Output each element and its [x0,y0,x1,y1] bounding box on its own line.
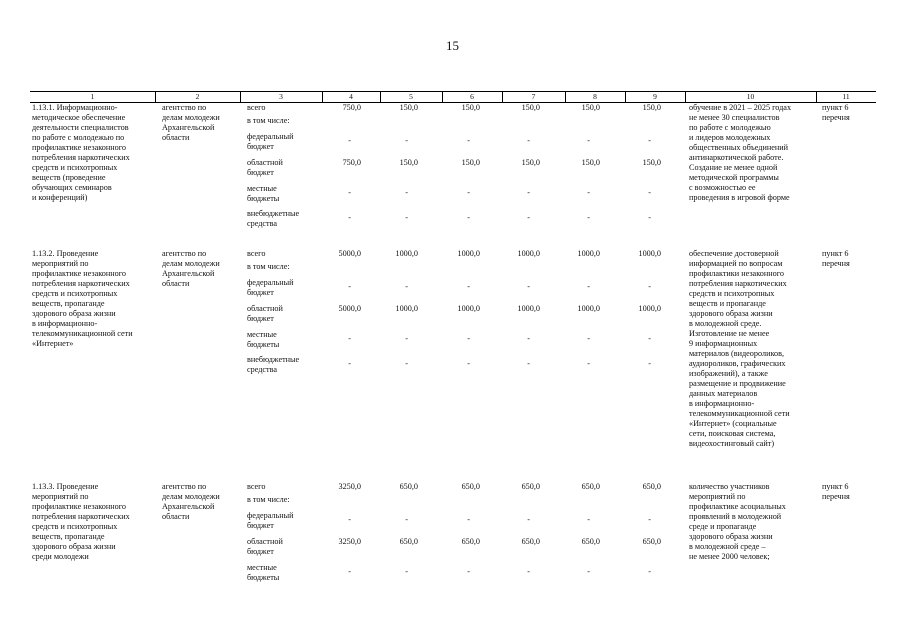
funding-amount: 1000,0 [395,304,418,313]
result-indicator: количество участников мероприятий по профилактике асоциальных проявлений в молодежной среде и пропаганде здорового образа жизни в молодежной среде – не менее 2000 человек; [689,482,786,561]
header-col-number: 8 [593,92,597,101]
funding-amount: 1000,0 [577,304,600,313]
funding-amount: - [587,188,590,197]
header-col-number: 4 [349,92,353,101]
funding-amount: - [648,334,651,343]
funding-amount: - [527,359,530,368]
funding-amount: 750,0 [342,158,361,167]
funding-amount: - [405,334,408,343]
funding-source-label: федеральный бюджет [247,132,294,151]
funding-amount: - [648,188,651,197]
funding-amount: - [405,515,408,524]
funding-amount: 1000,0 [517,304,540,313]
funding-source-label: внебюджетные средства [247,209,300,228]
funding-amount: - [527,334,530,343]
header-col-number: 6 [470,92,474,101]
funding-amount: - [648,213,651,222]
funding-source-label: областной бюджет [247,158,283,177]
funding-amount: - [467,188,470,197]
funding-amount: - [467,515,470,524]
funding-amount: - [405,136,408,145]
funding-amount: - [405,282,408,291]
funding-amount: - [648,282,651,291]
funding-amount: - [587,282,590,291]
funding-source-label: всего [247,103,266,112]
funding-amount: - [587,515,590,524]
funding-amount: 150,0 [581,158,600,167]
list-reference: пункт 6 перечня [822,249,850,268]
funding-source-label: областной бюджет [247,304,283,323]
funding-amount: - [527,515,530,524]
header-col-number: 1 [90,92,95,101]
funding-amount: 1000,0 [457,304,480,313]
funding-amount: - [587,334,590,343]
funding-amount: - [348,282,351,291]
funding-source-label: местные бюджеты [247,184,280,203]
funding-amount: 150,0 [642,103,661,112]
funding-amount: 5000,0 [338,304,361,313]
funding-amount: 650,0 [581,482,600,491]
funding-amount: 1000,0 [577,249,600,258]
funding-amount: - [348,567,351,576]
funding-amount: - [527,567,530,576]
funding-amount: 150,0 [461,158,480,167]
header-col-number: 7 [531,92,536,101]
list-reference: пункт 6 перечня [822,482,850,501]
column-numbers-header [30,91,876,103]
funding-amount: - [648,359,651,368]
funding-amount: 650,0 [461,537,480,546]
funding-amount: 150,0 [642,158,661,167]
funding-amount: 3250,0 [338,482,361,491]
funding-amount: 650,0 [521,482,540,491]
funding-amount: - [348,334,351,343]
funding-amount: 1000,0 [457,249,480,258]
result-indicator: обучение в 2021 – 2025 годах не менее 30 специалистов по работе с молодежью и лидеров молодежных общественных объединений антинаркотической работе. Создание не менее одной методической программы с возможностью ее проведения в игровой форме [689,103,792,202]
executor: агентство по делам молодежи Архангельской области [162,249,220,288]
funding-amount: - [348,213,351,222]
funding-amount: - [467,334,470,343]
header-col-number: 10 [746,92,755,101]
funding-amount: - [527,136,530,145]
funding-source-label: всего [247,249,266,258]
funding-amount: - [405,188,408,197]
funding-amount: 1000,0 [638,249,661,258]
list-reference: пункт 6 перечня [822,103,850,122]
funding-amount: 150,0 [581,103,600,112]
funding-amount: 150,0 [399,158,418,167]
funding-amount: 1000,0 [638,304,661,313]
funding-source-label: в том числе: [247,262,290,271]
page-number: 15 [446,38,459,53]
activity-name: 1.13.3. Проведение мероприятий по профилактике незаконного потребления наркотических средств и психотропных веществ, пропаганде здорового образа жизни среди молодежи [32,482,130,561]
funding-amount: 650,0 [399,537,418,546]
header-col-number: 2 [195,92,200,101]
funding-amount: 150,0 [521,103,540,112]
funding-amount: - [348,188,351,197]
funding-amount: - [348,515,351,524]
funding-amount: 1000,0 [517,249,540,258]
funding-amount: - [348,136,351,145]
activity-name: 1.13.2. Проведение мероприятий по профилактике незаконного потребления наркотических средств и психотропных веществ, пропаганде здорового образа жизни в информационно- телекоммуникационной сети «Интернет» [32,249,133,348]
funding-amount: 650,0 [581,537,600,546]
funding-source-label: местные бюджеты [247,330,280,349]
funding-amount: - [527,282,530,291]
funding-source-label: федеральный бюджет [247,511,294,530]
funding-amount: 150,0 [399,103,418,112]
funding-amount: - [467,567,470,576]
funding-amount: - [405,213,408,222]
executor: агентство по делам молодежи Архангельской области [162,482,220,521]
funding-amount: 650,0 [642,537,661,546]
funding-amount: - [587,567,590,576]
funding-amount: 650,0 [461,482,480,491]
funding-source-label: внебюджетные средства [247,355,300,374]
funding-amount: 5000,0 [338,249,361,258]
funding-amount: - [467,136,470,145]
header-col-number: 5 [409,92,413,101]
header-col-number: 11 [842,92,850,101]
funding-amount: - [348,359,351,368]
funding-source-label: местные бюджеты [247,563,280,582]
funding-amount: - [467,213,470,222]
header-col-number: 3 [279,92,283,101]
funding-amount: - [405,567,408,576]
funding-amount: - [405,359,408,368]
funding-amount: - [648,136,651,145]
funding-amount: 1000,0 [395,249,418,258]
funding-amount: 650,0 [642,482,661,491]
funding-amount: 3250,0 [338,537,361,546]
funding-amount: 150,0 [521,158,540,167]
funding-amount: 750,0 [342,103,361,112]
funding-amount: - [527,188,530,197]
funding-source-label: в том числе: [247,116,290,125]
funding-source-label: всего [247,482,266,491]
funding-source-label: федеральный бюджет [247,278,294,297]
header-col-number: 9 [653,92,657,101]
funding-amount: - [648,515,651,524]
funding-amount: - [467,359,470,368]
funding-amount: - [587,359,590,368]
result-indicator: обеспечение достоверной информацией по вопросам профилактики незаконного потребления наркотических средств и психотропных веществ и пропаганде здорового образа жизни в молодежной среде. Изготовление не менее 9 информационных материалов (видеороликов, аудиороликов, графических изображений), а также размещение и продвижение данных материалов в информационно- телекоммуникационной сети «Интернет» (социальные сети, поисковая система, видеохостинговый сайт) [689,249,790,448]
funding-source-label: областной бюджет [247,537,283,556]
executor: агентство по делам молодежи Архангельской области [162,103,220,142]
activity-name: 1.13.1. Информационно- методическое обеспечение деятельности специалистов по работе с молодежью по профилактике незаконного потребления наркотических средств и психотропных веществ (проведение обучающих семинаров и конференций) [32,103,130,202]
funding-amount: - [648,567,651,576]
funding-amount: - [587,213,590,222]
funding-amount: - [467,282,470,291]
funding-amount: 150,0 [461,103,480,112]
funding-source-label: в том числе: [247,495,290,504]
funding-amount: 650,0 [521,537,540,546]
funding-amount: 650,0 [399,482,418,491]
funding-amount: - [527,213,530,222]
funding-amount: - [587,136,590,145]
